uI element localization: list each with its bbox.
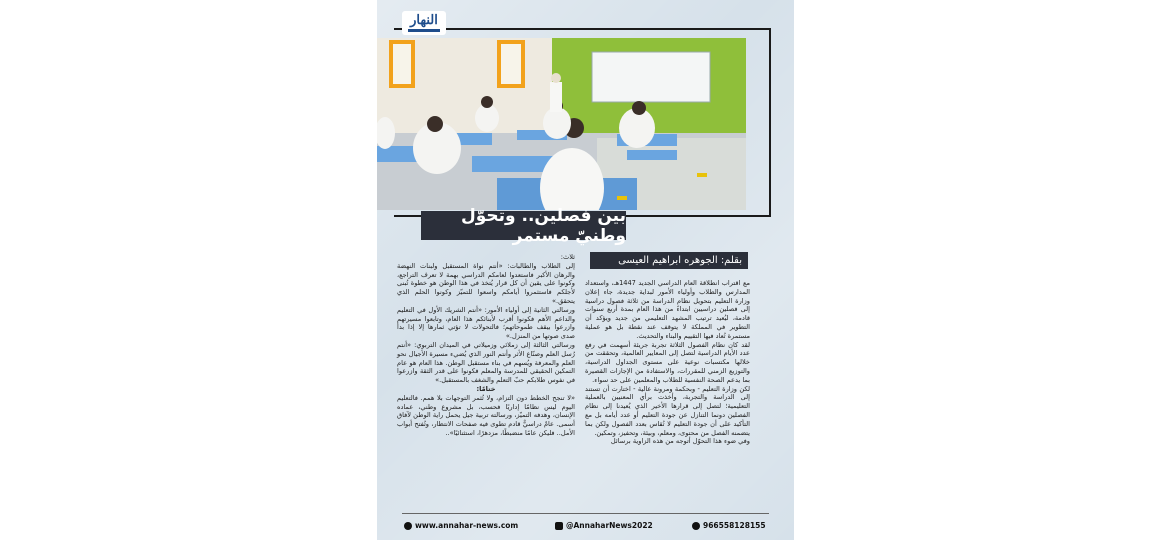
newspaper-logo: [402, 11, 446, 35]
paragraph: ورسالتي الثانية إلى أولياء الأمور: «أنتم الشريك الأول في التعليم والداعم الأهم فكونوا أقرب لأبنائكم هذا العام، وتابعوا مسيرتهم وازرعوا بيقف طموحاتهم؛ فالتحولات لا تؤتي ثمارها إلا إذا بدأ صدى صوتها من المنزل.»: [397, 305, 575, 341]
left-column: [397, 253, 575, 503]
column-intro: ثلاث:: [560, 253, 575, 261]
x-handle-text: @AnnaharNews2022: [566, 521, 653, 530]
paragraph: لكن وزارة التعليم - وبحكمة ومرونة عالية - اختارت أن تستند إلى الدراسة والتجربة، وأخذت برأي المعنيين بالعملية التعليمية؛ لتصل إلى قرارها الأخير الذي يُعيدنا إلى نظام الفصلين دونما التنازل عن جودة التعليم أو عدد أيامه بل مع التأكيد على أن جودة التعليم لا تُقاس بعدد الفصول ولكن بما يتضمنه الفصل من محتوى، ومعلم، وبيئة، وتحفيز، وتمكين.: [585, 384, 750, 437]
whatsapp-icon: [692, 522, 700, 530]
paragraph: ورسالتي الثالثة إلى زملائي وزميلاتي في الميدان التربوي: «أنتم رُسل العلم وصنّاع الأثر وأنتم النور الذي يُضيء مسيرة الأجيال نحو العلم والمعرفة ويُسهم في بناء مستقبل الوطن. هذا العام هو عام التمكين الحقيقي للمدرسة والمعلم فكونوا على قدر الثقة وازرعوا في نفوس طلابكم حبّ التعلم والشغف بالمستقبل.»: [397, 340, 575, 385]
byline-box: [590, 252, 748, 269]
logo-text: النهار: [410, 13, 438, 28]
x-logo-icon: [555, 522, 563, 530]
closing-heading: ختامًا:: [476, 384, 496, 393]
byline-text: بقلم: الجوهره ابراهيم العيسى: [618, 255, 742, 266]
article-title-box: [421, 205, 626, 246]
newspaper-page: [377, 0, 794, 540]
closing-paragraph: «لا تنجح الخطط دون التزام، ولا تُثمر التوجهات بلا همم. فالتعليم اليوم ليس نظامًا إداريًا فحسب، بل مشروع وطني، عماده الإنسان، وهدفه التميّز، ورسالته تربية جيل يحمل راية الوطن لآفاق أسمى. عامٌ دراسيٌّ قادم تطوى فيه صفحات الانتظار، وتُفتح أبواب الأمل.. فليكن عامًا منضبطًا، مزدهرًا، استثنائيًا»..: [397, 393, 575, 437]
footer-divider: [402, 513, 769, 514]
paragraph: لقد كان نظام الفصول الثلاثة تجربة جريئة أسهمت في رفع عدد الأيام الدراسية لتصل إلى المعايير العالمية، وتحققت من خلالها مكتسبات نوعية على مستوى الجداول الدراسية، والتوزيع الزمني للمقررات، والاستفادة من الإجازات القصيرة بما يدعم الصحة النفسية للطلاب والمعلمين على حد سواء.: [585, 340, 750, 384]
whatsapp-text: 966558128155: [703, 521, 766, 530]
paragraph: وفي ضوء هذا التحوّل أتوجه من هذه الزاوية برسائل: [610, 437, 750, 446]
classroom-photo: [377, 38, 746, 210]
globe-icon: [404, 522, 412, 530]
footer: [377, 510, 794, 540]
right-column: [585, 279, 750, 501]
footer-website[interactable]: [404, 521, 518, 530]
paragraph: مع اقتراب انطلاقة العام الدراسي الجديد 1447هـ، واستعداد المدارس والطلاب وأولياء الأمور لبداية جديدة، جاء إعلان وزارة التعليم بتحويل نظام الدراسة من ثلاثة فصول دراسية إلى فصلين دراسيين ابتداءً من هذا العام بمدة أربع سنوات قادمة، ليُعيد ترتيب المشهد التعليمي من جديد ويؤكد أن التطوير في المملكة لا يتوقف عند نقطة بل هو عملية مستمرة تُعاد فيها التقييم والبناء والتحديث.: [585, 279, 750, 340]
article-title: بين فصلين.. وتحوّل وطنيّ مستمر: [460, 205, 626, 246]
footer-whatsapp[interactable]: [692, 521, 766, 530]
logo-underline: [408, 29, 440, 32]
footer-x-handle[interactable]: [555, 521, 653, 530]
paragraph: إلى الطلاب والطالبات: «أنتم نواة المستقبل ولبنات النهضة والرهان الأكبر فاستعدوا لعامكم الدراسي بهمة لا تعرف التراجع، وكونوا على يقين أن كل قرار يُتخذ في هذا الوطن هو خطوة تُبنى لأجلكم فاستثمروا أيامكم واسعوا للتميّز وكونوا الحلم الذي يتحقق.»: [397, 261, 575, 305]
website-text: www.annahar-news.com: [415, 521, 519, 530]
